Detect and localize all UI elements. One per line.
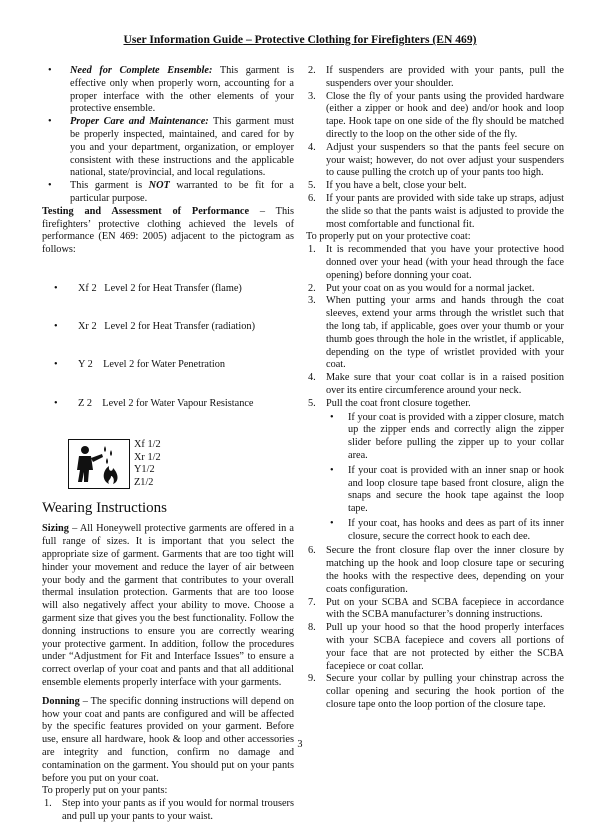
performance-level-item: • Z 2 Level 2 for Water Vapour Resistance [42,398,294,411]
coat-step [306,295,564,372]
pants-steps-continued-list [306,65,564,231]
step-number: 8. [308,622,316,634]
pictogram-codes [134,439,161,489]
step-number: 1. [44,798,52,810]
bullet-text: warranted to be fit for a particular purpose. [70,180,294,204]
intro-bullet-list [42,65,294,206]
bullet-text: This garment is [70,180,149,192]
page-title: User Information Guide – Protective Clothing for Firefighters (EN 469) [123,33,477,46]
step-number: 5. [308,180,316,192]
coat-step [306,398,564,544]
pictogram-code: Xr 1/2 [134,451,161,463]
step-number: 7. [308,596,316,608]
pictogram-code: Y1/2 [134,464,155,476]
step-text: Adjust your suspenders so that the pants feel secure on your waist; however, do not over adjust your suspenders to cause pulling the crotch up of your pants too high. [326,141,564,179]
coat-step [306,244,564,282]
step-number: 9. [308,673,316,685]
testing-text: – This firefighters’ protective clothing achieved the levels of performance (EN 469: 2005) adjacent to the pictogram as follows: [42,205,294,256]
bullet-complete-ensemble [42,65,294,116]
step-text: If your pants are provided with side take up straps, adjust the slide so that the pants waist is adjusted to provide the most comfortable and functional fit. [326,192,564,230]
bullet-warranty [42,180,294,206]
bullet-text: This garment must be properly inspected, maintained, and cared for by you and your department, organization, or employer consistent with these instructions and the applicable national, state/provincial, and local regulations. [70,116,294,179]
step-text: If suspenders are provided with your pants, pull the suspenders over your shoulder. [326,65,564,89]
donning-text: – The specific donning instructions will depend on how your coat and pants are configured and will be affected by the specific features provided on your garment. Before use, ensure all hardware, hook & loop and other accessories are integrity and function, confirm no damage and contamination on the garment. You should put on your pants before you put on your coat. [42,695,294,784]
step-text: Pull up your hood so that the hood properly interfaces with your SCBA facepiece and covers all portions of your face that are not protected by either the SCBA facepiece or coat collar. [326,622,564,672]
bullet-text: This garment is effective only when properly worn, accounting for a proper interface with the other elements of your protective ensemble. [70,65,294,115]
step-number: 6. [308,545,316,557]
step-text: Put your coat on as you would for a normal jacket. [326,282,535,294]
step-text: Pull the coat front closure together. [326,397,471,409]
firefighter-flame-pictogram-icon [68,439,130,489]
wearing-instructions-heading: Wearing Instructions [42,500,168,517]
step-number: 3. [308,295,316,307]
sizing-heading: Sizing [42,523,69,535]
step-text: Step into your pants as if you would for normal trousers and pull up your pants to your waist. [62,798,294,823]
coat-step [306,673,564,711]
sizing-text: – All Honeywell protective garments are offered in a full range of sizes. It is important that you select the appropriate size of garment. Garments that are too tight will hinder your movement and reduce the layer of air between your body and the garment that contributes to your overall thermal insulation protection. Garments that are too loose will also negatively affect your ability to move. Choose a garment size that gives you the best functionality. Follow the donning instructions to ensure you are correctly wearing your protective garment. In addition, follow the procedures under “Adjustment for Fit and Interface Issues” to ensure a correct overlap of your coat and pants and that all additional ensemble elements properly interface with your garments. [42,523,294,689]
coat-step [306,597,564,623]
coat-step [306,372,564,398]
pictogram-row [68,439,294,489]
step-number: 4. [308,141,316,153]
testing-paragraph [42,206,294,257]
pictogram-code: Z1/2 [134,476,154,488]
bullet-emphasis: NOT [148,180,170,192]
bullet-lead: Proper Care and Maintenance: [70,116,209,128]
closure-option: • If your coat, has hooks and dees as part of its inner closure, secure the correct hook to each dee. [326,518,564,544]
left-column [42,65,294,824]
step-text: Secure the front closure flap over the inner closure by matching up the hook and loop closure tape or securing the hooks with the respective dees, depending on your coats configuration. [326,545,564,595]
step-number: 5. [308,397,316,409]
closure-option: • If your coat is provided with a zipper closure, match up the zipper ends and correctly align the zipper slider before pulling the zipper up to your collar area. [326,412,564,463]
pants-step [306,65,564,91]
performance-level-item: • Y 2 Level 2 for Water Penetration [42,359,294,372]
coat-steps-list [306,244,564,712]
donning-heading: Donning [42,695,80,707]
pants-intro: To properly put on your pants: [42,785,168,797]
page-number: 3 [297,739,303,750]
step-number: 4. [308,372,316,384]
pants-steps-list [42,798,294,824]
pants-step [306,142,564,180]
pants-step [306,91,564,142]
coat-step [306,283,564,296]
performance-level-item: • Xr 2 Level 2 for Heat Transfer (radiation) [42,321,294,334]
step-number: 3. [308,90,316,102]
closure-options-list [326,412,564,544]
sizing-paragraph [42,523,294,689]
testing-heading: Testing and Assessment of Performance [42,205,250,217]
pants-step [42,798,294,824]
coat-intro: To properly put on your protective coat: [306,231,471,243]
bullet-lead: Need for Complete Ensemble: [70,65,213,76]
closure-option: • If your coat is provided with an inner snap or hook and loop closure tape based front closure, align the snaps and secure the hook tape against the loop tape. [326,465,564,516]
step-text: If you have a belt, close your belt. [326,180,467,192]
performance-level-item: • Xf 2 Level 2 for Heat Transfer (flame) [42,283,294,296]
step-number: 6. [308,192,316,204]
step-text: It is recommended that you have your protective hood donned over your head (with your head through the face opening) before donning your coat. [326,244,564,281]
coat-step [306,545,564,596]
right-column [306,65,564,712]
step-text: Secure your collar by pulling your chinstrap across the collar opening and securing the hook portion of the closure tape onto the loop portion of the closure tape. [326,673,564,711]
pants-step [306,193,564,231]
step-number: 2. [308,282,316,294]
performance-level-list [42,257,294,436]
pants-step [306,180,564,193]
step-text: When putting your arms and hands through the coat sleeves, extend your arms through the wristlet such that the long tab, if applicable, goes over your thumb or your thumb goes through the hole in the wristlet, if applicable, depending on the type of wristlet provided with your coat. [326,295,564,371]
step-number: 1. [308,244,316,256]
coat-step [306,622,564,673]
bullet-care-maintenance [42,116,294,180]
step-text: Close the fly of your pants using the provided hardware (either a zipper or hook and dee) and/or hook and loop tape. Hook tape on one side of the fly should be matched directly to the loop on the other side of the fly. [326,90,564,140]
step-text: Put on your SCBA and SCBA facepiece in accordance with the SCBA manufacturer’s donning instructions. [326,596,564,621]
pictogram-code: Xf 1/2 [134,439,161,451]
step-text: Make sure that your coat collar is in a raised position over its entire circumference around your neck. [326,372,564,396]
step-number: 2. [308,65,316,76]
